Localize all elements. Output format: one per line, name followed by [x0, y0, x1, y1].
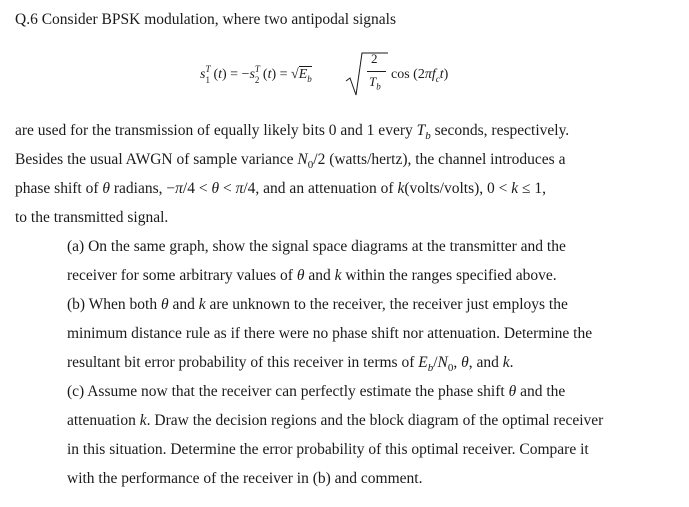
part-a-line-1: (a) On the same graph, show the signal space diagrams at the transmitter and the [67, 238, 566, 255]
part-b-line-1: (b) When both θ and k are unknown to the receiver, the receiver just employs the [67, 296, 568, 313]
equation-lhs: s T 1 ( t ) = − s T 2 ( t ) = $√E_b$ [200, 64, 312, 85]
part-b-line-3: resultant bit error probability of this receiver in terms of $E_b/N_0$, θ, and k. [67, 354, 514, 375]
part-c-line-4: with the performance of the receiver in (b) and comment. [67, 470, 423, 487]
question-number: Q.6 [15, 11, 38, 28]
paragraph-line-2: Besides the usual AWGN of sample variance $N_0/2$ (watts/hertz), the channel introduces a [15, 151, 566, 172]
part-c-line-2: attenuation k. Draw the decision regions and the block diagram of the optimal receiver [67, 412, 604, 429]
paragraph-line-3: phase shift of θ radians, −π/4 < θ < π/4, and an attenuation of k(volts/volts), 0 < k ≤ 1, [15, 180, 547, 197]
fraction-bar [367, 71, 386, 72]
part-c-line-3: in this situation. Determine the error probability of this optimal receiver. Compare it [67, 441, 589, 458]
question-intro: Consider BPSK modulation, where two antipodal signals [41, 11, 397, 28]
sqrt-denominator: $T_b$ [369, 74, 381, 92]
paragraph-line-1: are used for the transmission of equally likely bits 0 and 1 every $T_b$ seconds, respectively. [15, 122, 570, 143]
part-c-line-1: (c) Assume now that the receiver can perfectly estimate the phase shift θ and the [67, 383, 566, 400]
cosine-term: $\cos (2\pi f_ct)$ [391, 67, 449, 84]
part-a-line-2: receiver for some arbitrary values of θ and k within the ranges specified above. [67, 267, 557, 284]
sqrt-numerator: 2 [371, 51, 378, 66]
part-b-line-2: minimum distance rule as if there were no phase shift nor attenuation. Determine the [67, 325, 593, 342]
paragraph-line-4: to the transmitted signal. [15, 209, 169, 226]
question-heading [15, 10, 396, 30]
